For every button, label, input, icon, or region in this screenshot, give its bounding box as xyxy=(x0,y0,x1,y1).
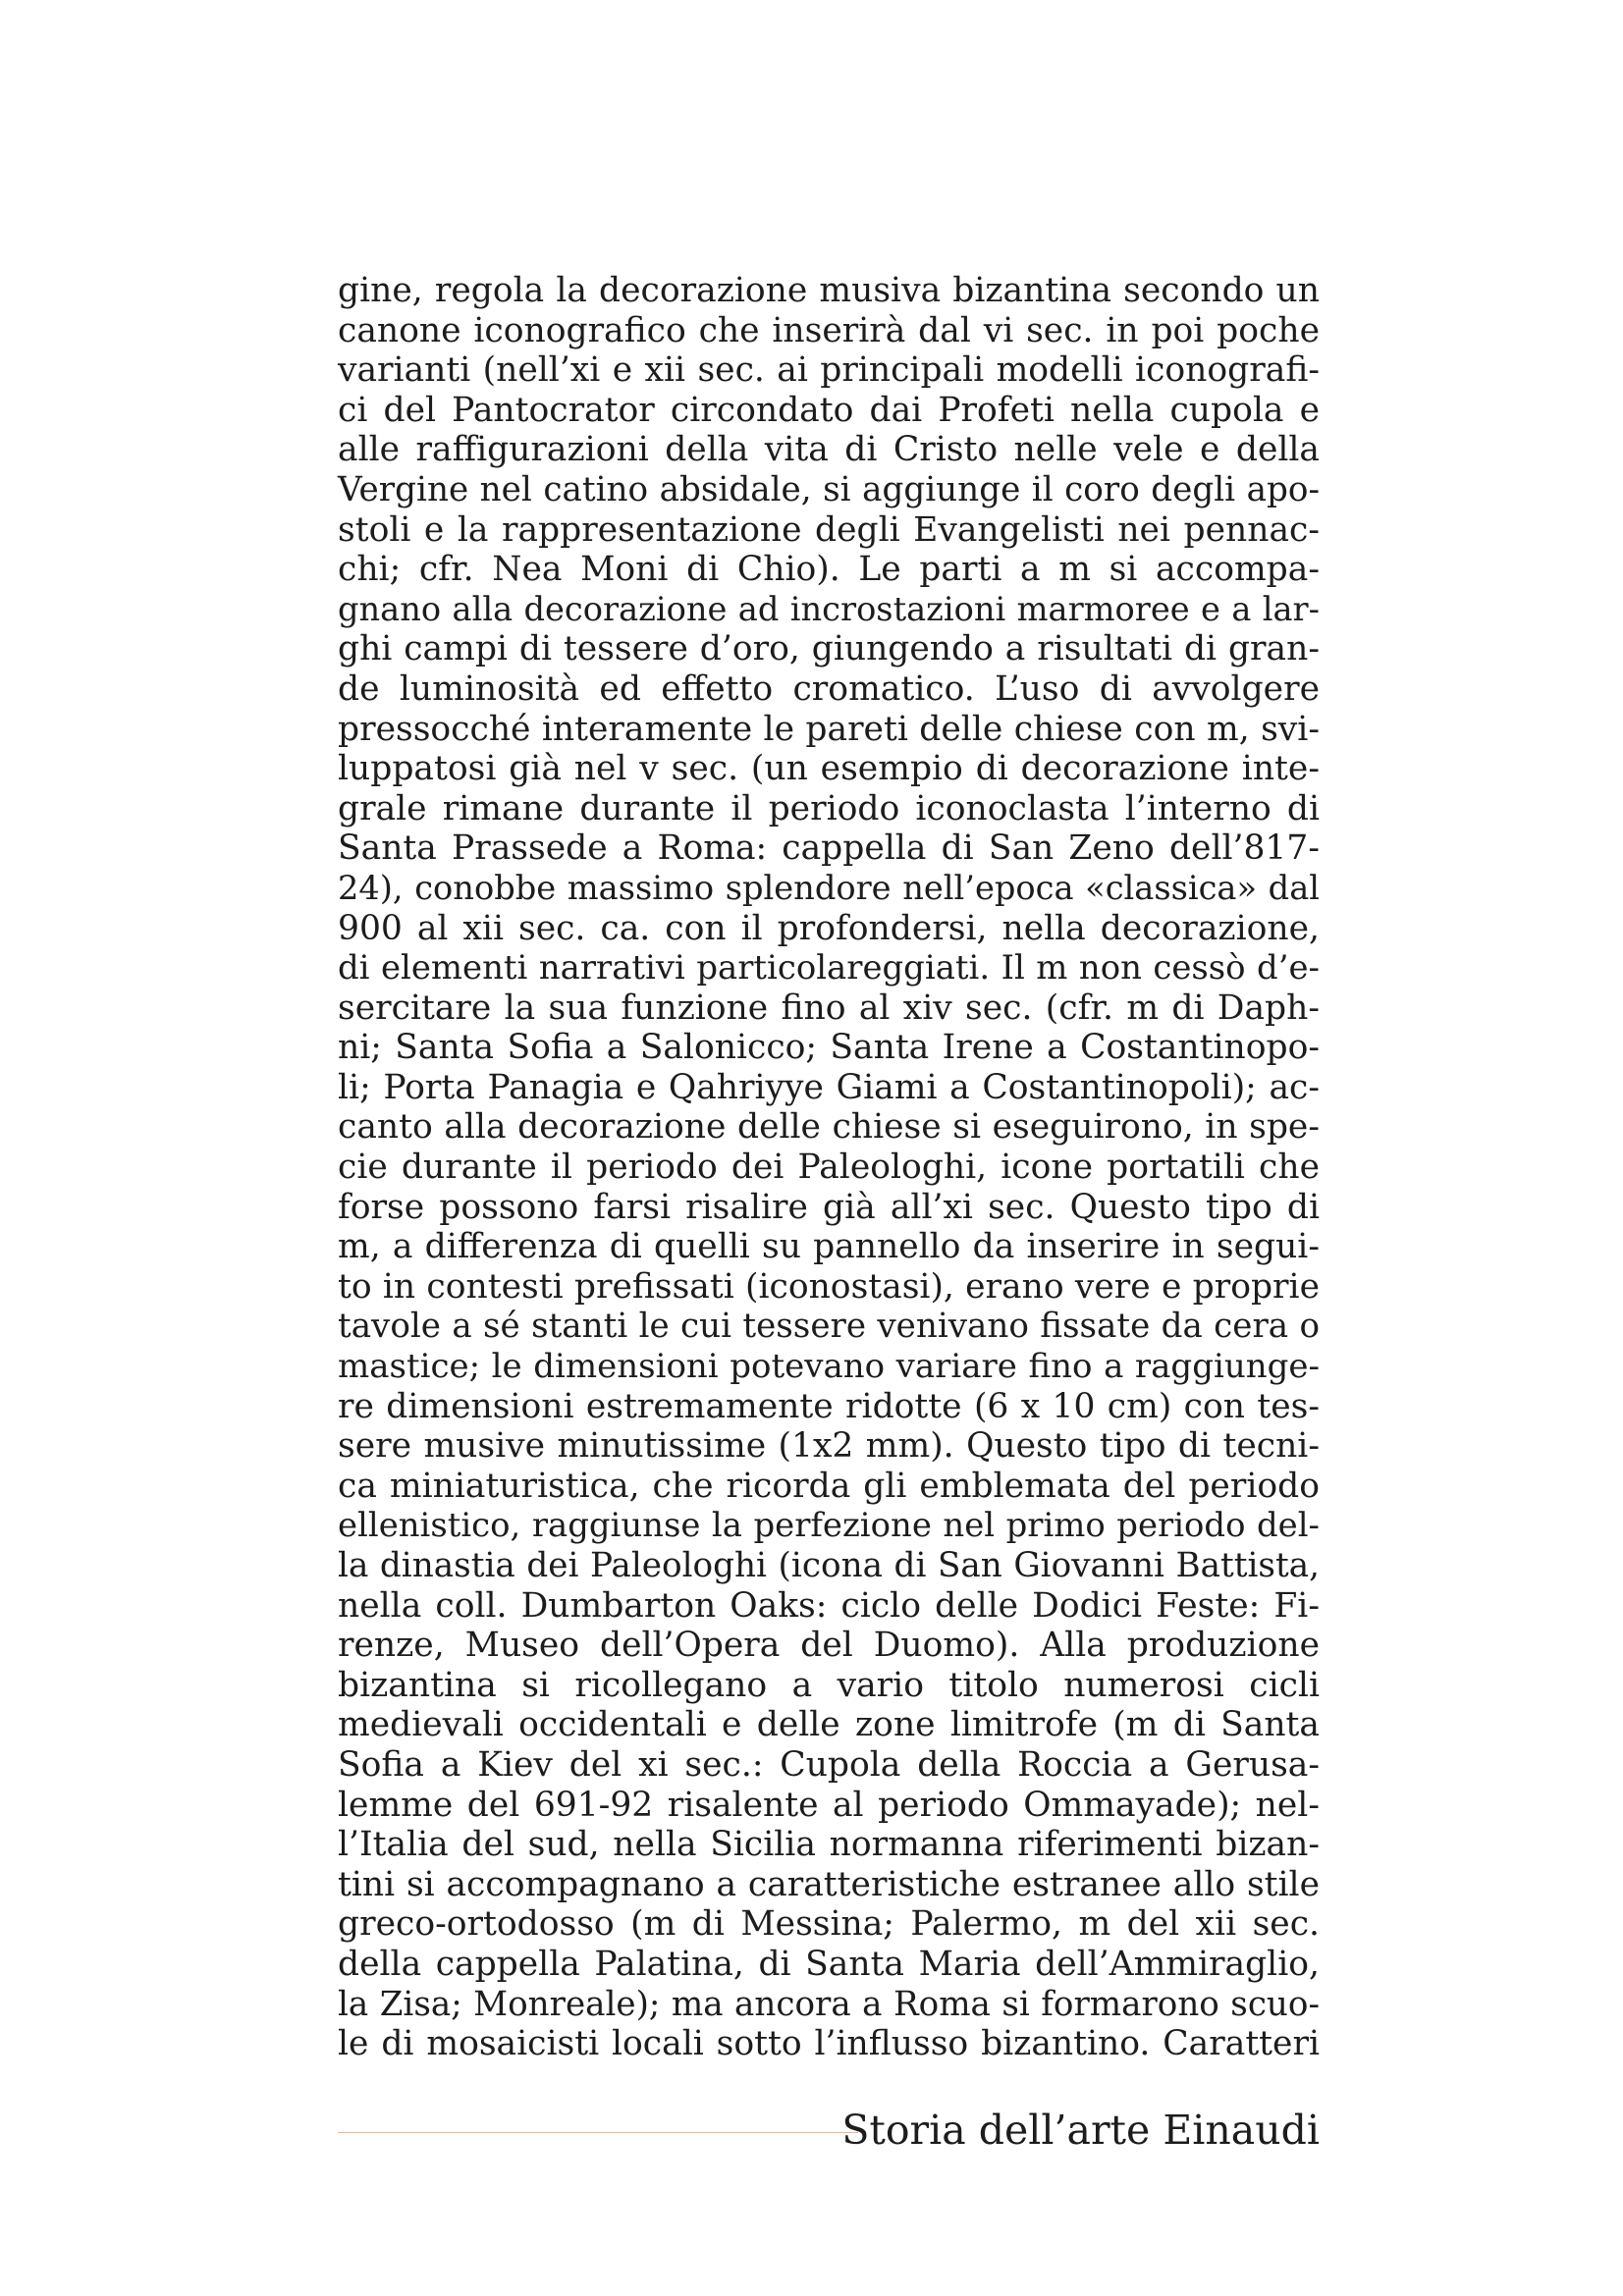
text-line: canto alla decorazione delle chiese si eseguirono, in spe- xyxy=(338,1107,1320,1148)
body-text xyxy=(338,271,1320,2064)
text-line: luppatosi già nel v sec. (un esempio di decorazione inte- xyxy=(338,749,1320,789)
text-line: gine, regola la decorazione musiva bizantina secondo un xyxy=(338,271,1320,310)
text-line: Vergine nel catino absidale, si aggiunge il coro degli apo- xyxy=(338,469,1320,509)
text-line: greco-ortodosso (m di Messina; Palermo, m del xii sec. xyxy=(338,1904,1320,1945)
text-line: to in contesti prefissati (iconostasi), erano vere e proprie xyxy=(338,1266,1320,1307)
text-line: la Zisa; Monreale); ma ancora a Roma si formarono scuo- xyxy=(338,1984,1320,2024)
text-line: medievali occidentali e delle zone limitrofe (m di Santa xyxy=(338,1705,1320,1745)
text-line: 24), conobbe massimo splendore nell’epoca «classica» dal xyxy=(338,868,1320,907)
text-line: chi; cfr. Nea Moni di Chio). Le parti a m si accompa- xyxy=(338,550,1320,590)
text-line: ni; Santa Sofia a Salonicco; Santa Irene a Costantinopo- xyxy=(338,1028,1320,1068)
text-line: canone iconografico che inserirà dal vi sec. in poi poche xyxy=(338,310,1320,350)
text-line: li; Porta Panagia e Qahriyye Giami a Costantinopoli); ac- xyxy=(338,1067,1320,1107)
text-line: sere musive minutissime (1x2 mm). Questo tipo di tecni- xyxy=(338,1426,1320,1467)
text-line: gnano alla decorazione ad incrostazioni marmoree e a lar- xyxy=(338,589,1320,628)
text-line: nella coll. Dumbarton Oaks: ciclo delle Dodici Feste: Fi- xyxy=(338,1585,1320,1626)
text-line: ghi campi di tessere d’oro, giungendo a risultati di gran- xyxy=(338,629,1320,669)
text-line: ca miniaturistica, che ricorda gli emblemata del periodo xyxy=(338,1466,1320,1506)
text-line: l’Italia del sud, nella Sicilia normanna riferimenti bizan- xyxy=(338,1825,1320,1865)
text-line: bizantina si ricollegano a vario titolo numerosi cicli xyxy=(338,1665,1320,1705)
text-line: varianti (nell’xi e xii sec. ai principali modelli iconografi- xyxy=(338,350,1320,391)
text-line: ci del Pantocrator circondato dai Profeti nella cupola e xyxy=(338,390,1320,430)
page-footer xyxy=(338,2101,1320,2160)
text-line: Sofia a Kiev del xi sec.: Cupola della Roccia a Gerusa- xyxy=(338,1744,1320,1785)
text-line: renze, Museo dell’Opera del Duomo). Alla produzione xyxy=(338,1626,1320,1666)
text-line: cie durante il periodo dei Paleologhi, icone portatili che xyxy=(338,1148,1320,1188)
text-line: Santa Prassede a Roma: cappella di San Zeno dell’817- xyxy=(338,828,1320,869)
text-line: de luminosità ed effetto cromatico. L’uso di avvolgere xyxy=(338,668,1320,709)
text-line: di elementi narrativi particolareggiati. Il m non cessò d’e- xyxy=(338,948,1320,988)
text-line: le di mosaicisti locali sotto l’influsso bizantino. Caratteri xyxy=(338,2024,1320,2064)
text-line: alle raffigurazioni della vita di Cristo nelle vele e della xyxy=(338,430,1320,470)
footer-title: Storia dell’arte Einaudi xyxy=(841,2107,1320,2154)
text-line: tavole a sé stanti le cui tessere venivano fissate da cera o xyxy=(338,1307,1320,1347)
text-line: della cappella Palatina, di Santa Maria dell’Ammiraglio, xyxy=(338,1944,1320,1984)
text-line: forse possono farsi risalire già all’xi sec. Questo tipo di xyxy=(338,1187,1320,1227)
text-line: lemme del 691-92 risalente al periodo Ommayade); nel- xyxy=(338,1785,1320,1825)
text-line: pressocché interamente le pareti delle chiese con m, svi- xyxy=(338,709,1320,749)
text-line: m, a differenza di quelli su pannello da inserire in segui- xyxy=(338,1227,1320,1267)
text-line: mastice; le dimensioni potevano variare fino a raggiunge- xyxy=(338,1347,1320,1387)
text-line: 900 al xii sec. ca. con il profondersi, nella decorazione, xyxy=(338,908,1320,948)
text-line: grale rimane durante il periodo iconoclasta l’interno di xyxy=(338,788,1320,828)
text-line: ellenistico, raggiunse la perfezione nel primo periodo del- xyxy=(338,1506,1320,1545)
text-line: sercitare la sua funzione fino al xiv sec. (cfr. m di Daph- xyxy=(338,988,1320,1028)
footer-rule xyxy=(338,2132,858,2133)
text-line: la dinastia dei Paleologhi (icona di San Giovanni Battista, xyxy=(338,1546,1320,1585)
text-line: tini si accompagnano a caratteristiche estranee allo stile xyxy=(338,1864,1320,1904)
text-line: re dimensioni estremamente ridotte (6 x 10 cm) con tes- xyxy=(338,1386,1320,1426)
text-line: stoli e la rappresentazione degli Evangelisti nei pennac- xyxy=(338,509,1320,550)
